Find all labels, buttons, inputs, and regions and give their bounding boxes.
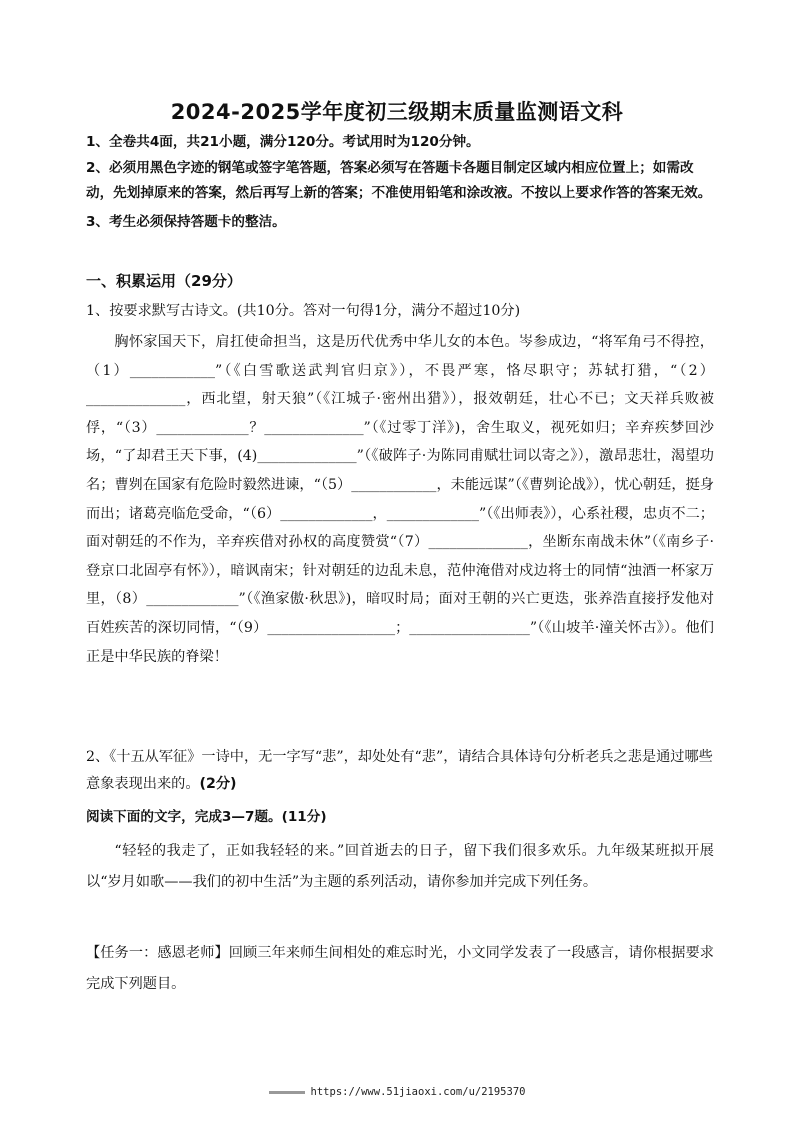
reading-heading: 阅读下面的文字，完成3—7题。(11分) bbox=[86, 809, 327, 825]
question-2 bbox=[86, 744, 714, 798]
task-one-text: 回顾三年来师生间相处的难忘时光，小文同学发表了一段感言，请你根据要求完成下列题目。 bbox=[86, 945, 714, 992]
instruction-item: 1、全卷共4面，共21小题，满分120分。考试用时为120分钟。 bbox=[86, 134, 480, 150]
page-title: 2024-2025学年度初三级期末质量监测语文科 bbox=[170, 100, 624, 124]
instructions bbox=[86, 130, 714, 235]
task-one bbox=[86, 938, 714, 1000]
task-one-label: 【任务一：感恩老师】 bbox=[86, 945, 229, 961]
instruction-item: 3、考生必须保持答题卡的整洁。 bbox=[86, 213, 286, 230]
section-heading: 一、积累运用（29分） bbox=[86, 272, 242, 290]
recitation-passage: 胸怀家国天下，肩扛使命担当，这是历代优秀中华儿女的本色。岑参成边，“将军角弓不得控，（1）____________”（《白雪歌送武判官归京》），不畏严寒，恪尽职守；苏轼打猎，“（2）______________，西北望，射天狼”（《江城子·密州出猎》），报效朝廷，壮心不已；文天祥兵败被俘，“（3）_____________？______________”（《过零丁洋》)，舍生取义，视死如归；辛弃疾梦回沙场，“了却君王天下事，(4)______________”（《破阵子·为陈同甫赋壮词以寄之》），激昂悲壮，渴望功名；曹刿在国家有危险时毅然进谏，“（5）____________，未能远谋”（《曹刿论战》），忧心朝廷，挺身而出；诸葛亮临危受命，“（6）_____________，_____________”（《出师表》），心系社稷，忠贞不二；面对朝廷的不作为，辛弃疾借对孙权的高度赞赏“（7）______________，坐断东南战未休”（《南乡子·登京口北固亭有怀》），暗讽南宋；针对朝廷的边乱未息，范仲淹借对戍边将士的同情“浊酒一杯家万里，（8）_____________”（《渔家傲·秋思》)，暗叹时局；面对王朝的兴亡更迭，张养浩直接抒发他对百姓疾苦的深切同情，“（9）__________________；_________________”（《山坡羊·潼关怀古》）。他们正是中华民族的脊梁！ bbox=[86, 334, 714, 665]
question-1: 1、按要求默写古诗文。(共10分。答对一句得1分，满分不超过10分) bbox=[86, 303, 521, 319]
footer-url bbox=[0, 1086, 794, 1098]
reading-intro: “轻轻的我走了，正如我轻轻的来。”回首逝去的日子，留下我们很多欢乐。九年级某班拟开展以“岁月如歌——我们的初中生活”为主题的系列活动，请你参加并完成下列任务。 bbox=[86, 843, 714, 890]
question-2-text: 2、《十五从军征》一诗中，无一字写“悲”，却处处有“悲”，请结合具体诗句分析老兵之悲是通过哪些意象表现出来的。 bbox=[86, 749, 713, 792]
footer-link[interactable]: https://www.51jiaoxi.com/u/2195370 bbox=[310, 1086, 526, 1098]
instruction-item: 2、必须用黑色字迹的钢笔或签字笔答题，答案必须写在答题卡各题目制定区域内相应位置上；如需改动，先划掉原来的答案，然后再写上新的答案；不准使用铅笔和涂改液。不按以上要求作答的答案无效。 bbox=[86, 159, 712, 201]
watermark-logo bbox=[269, 1091, 305, 1094]
question-2-score: (2分) bbox=[199, 776, 237, 792]
